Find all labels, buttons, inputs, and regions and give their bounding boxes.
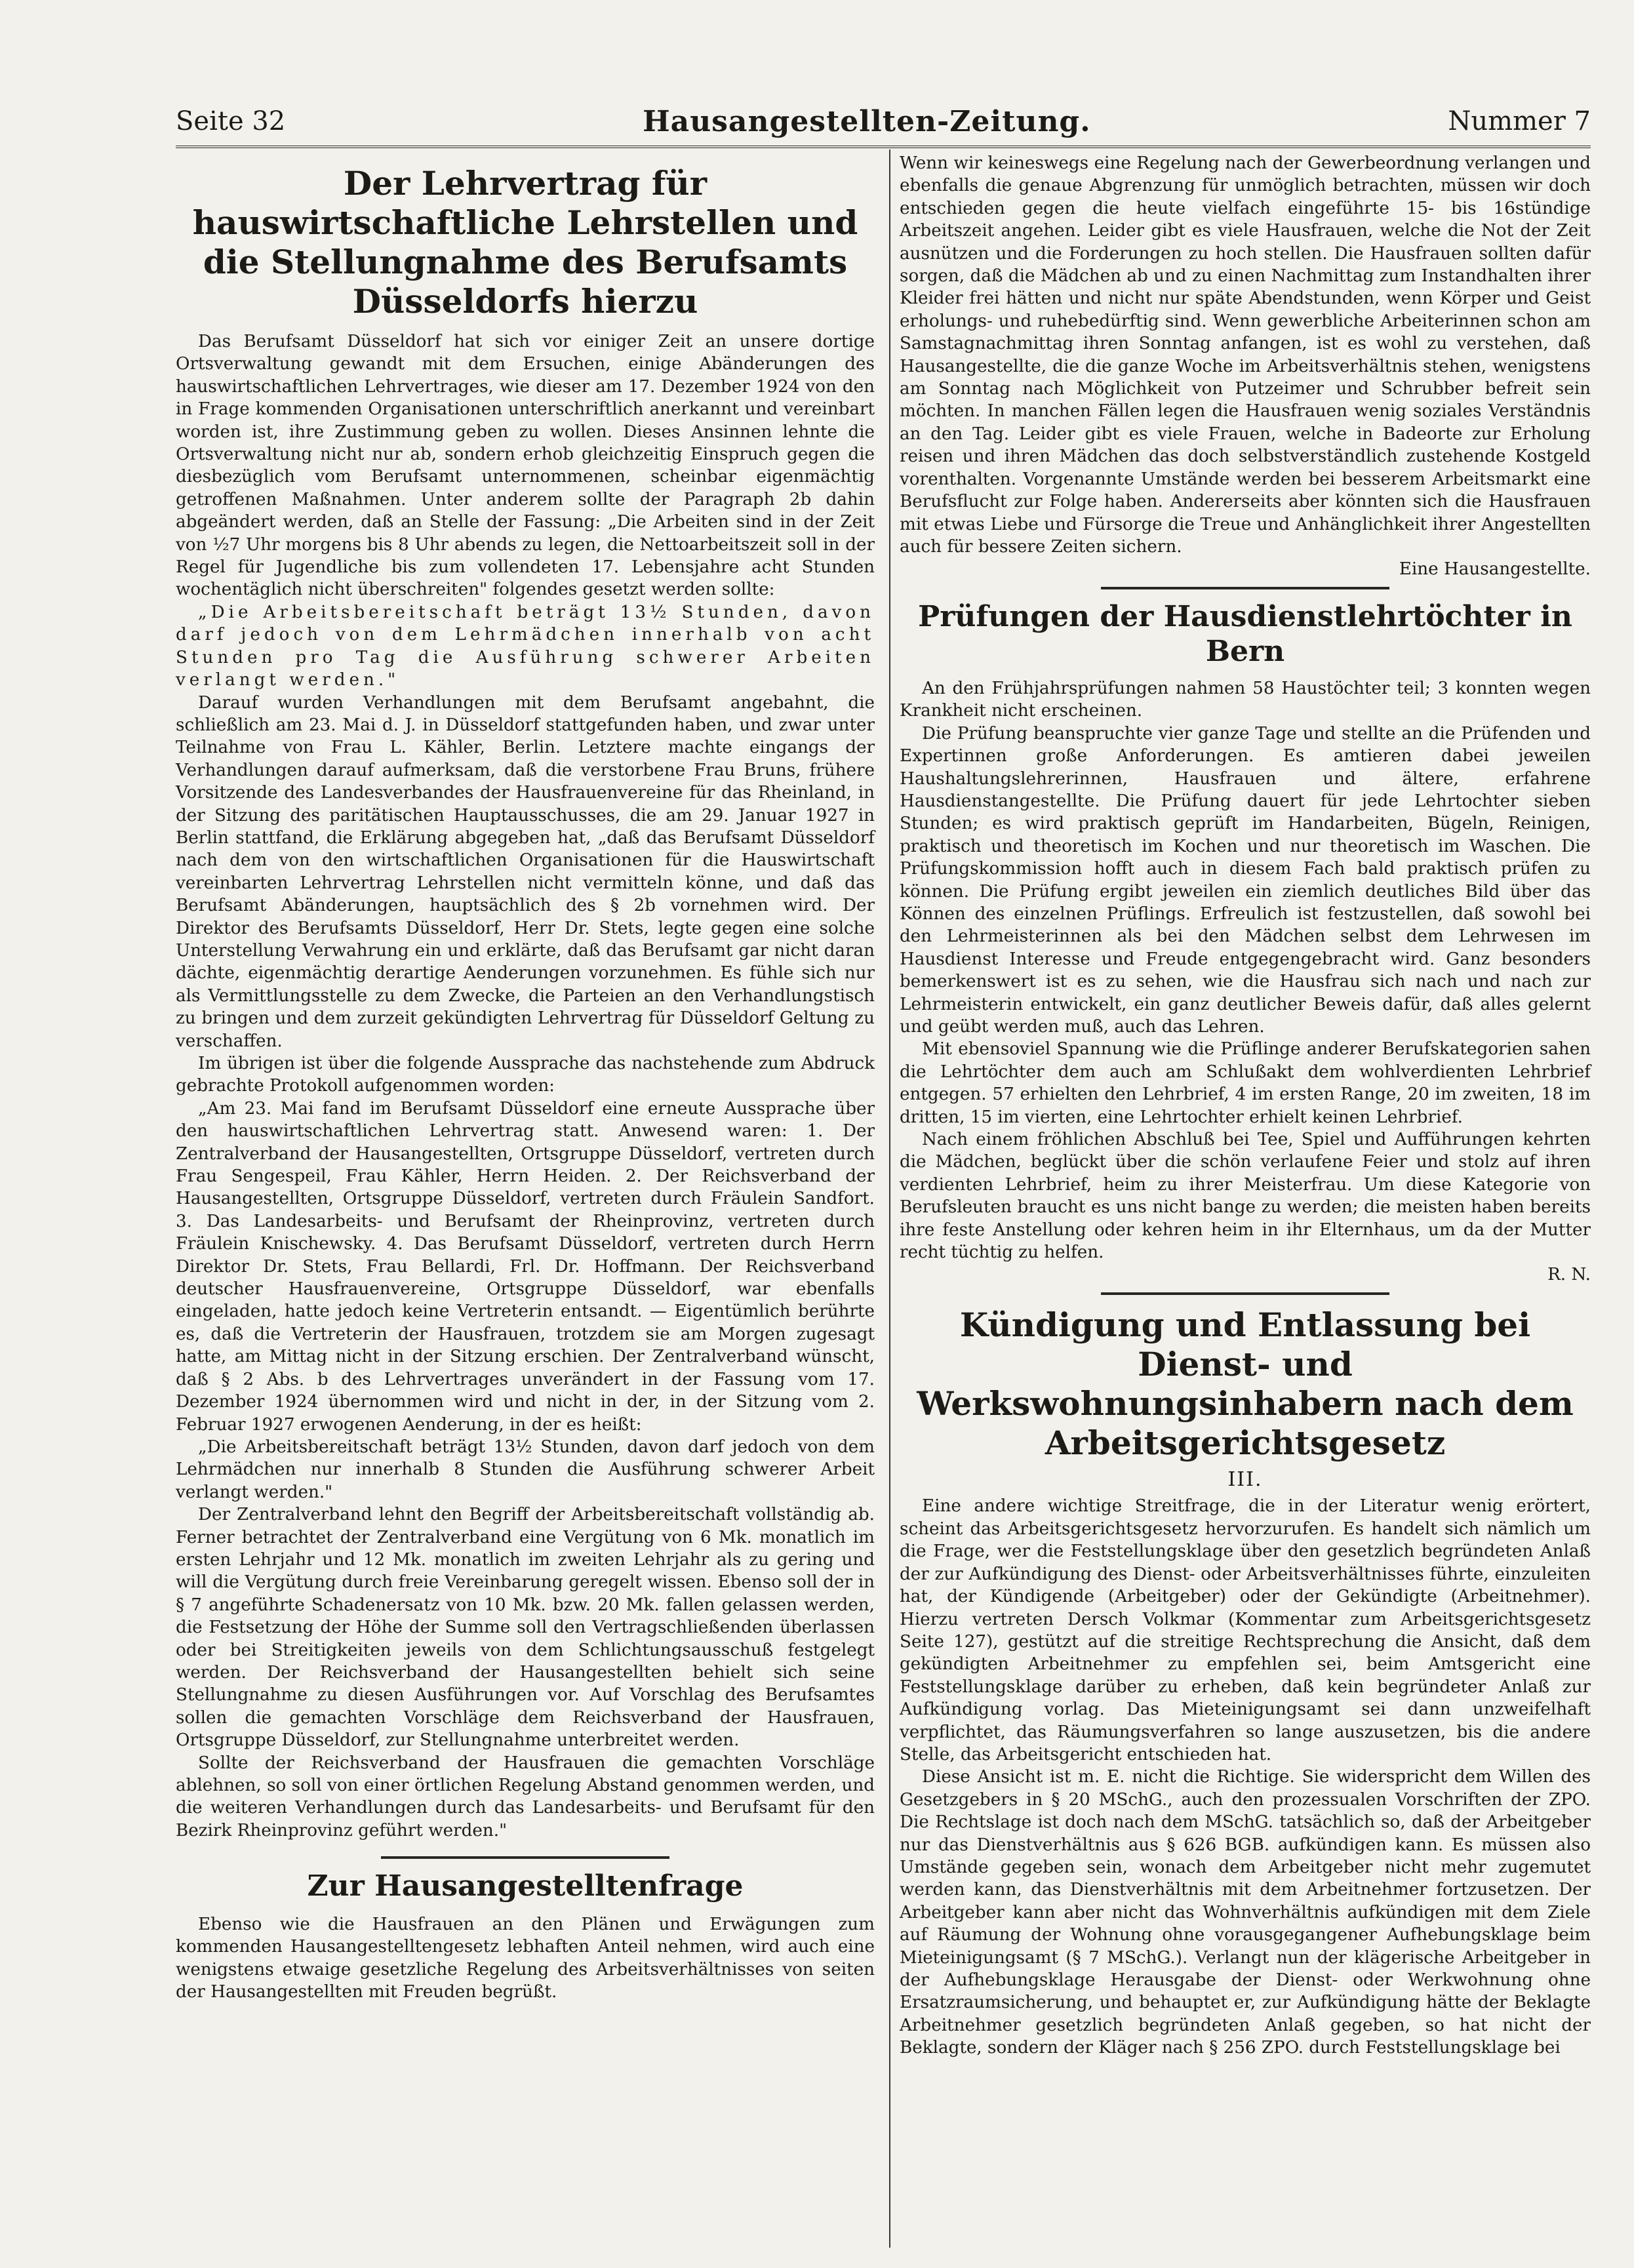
article-paragraph: Nach einem fröhlichen Abschluß bei Tee, Spiel und Aufführungen kehrten die Mädchen, beglückt über die schön verlaufene Feier und stolz auf ihren verdienten Lehrbrief, heim zu ihrer Meisterfrau. Um diese Kategorie von Berufsleuten braucht es uns nicht bange zu werden; die meisten haben bereits ihre feste Anstellung oder kehren heim in ihr Elternhaus, um da der Mutter recht tüchtig zu helfen. — [900, 1130, 1591, 1263]
page-header — [176, 98, 1591, 144]
part-number: III. — [1227, 1468, 1263, 1492]
article-paragraph: „Am 23. Mai fand im Berufsamt Düsseldorf eine erneute Aussprache über den hauswirtschaftlichen Lehrvertrag statt. Anwesend waren: 1. Der Zentralverband der Hausangestellten, Ortsgruppe Düsseldorf, vertreten durch Frau Sengespeil, Frau Kähler, Herrn Heiden. 2. Der Reichsverband der Hausangestellten, Ortsgruppe Düsseldorf, vertreten durch Fräulein Sandfort. 3. Das Landesarbeits- und Berufsamt der Rheinprovinz, vertreten durch Fräulein Knischewsky. 4. Das Berufsamt Düsseldorf, vertreten durch Herrn Direktor Dr. Stets, Frau Bellardi, Frl. Dr. Hoffmann. Der Reichsverband deutscher Hausfrauenvereine, Ortsgruppe Düsseldorf, war ebenfalls eingeladen, hatte jedoch keine Vertreterin entsandt. — Eigentümlich berührte es, daß die Vertreterin der Hausfrauen, trotzdem sie am Morgen zugesagt hatte, am Mittag nicht in der Sitzung erschien. Der Zentralverband wünscht, daß § 2 Abs. b des Lehrvertrages unverändert in der Fassung vom 17. Dezember 1924 übernommen wird und nicht in der, in der Sitzung vom 2. Februar 1927 erwogenen Aenderung, in der es heißt: — [176, 1098, 875, 1435]
article-separator — [1101, 1292, 1389, 1295]
article-paragraph: Sollte der Reichsverband der Hausfrauen die gemachten Vorschläge ablehnen, so soll von einer örtlichen Regelung Abstand genommen werden, und die weiteren Verhandlungen durch das Landesarbeits- und Berufsamt für den Bezirk Rheinprovinz geführt werden." — [176, 1753, 875, 1840]
article-paragraph: Eine andere wichtige Streitfrage, die in der Literatur wenig erörtert, scheint das Arbeitsgerichtsgesetz hervorzurufen. Es handelt sich nämlich um die Frage, wer die Feststellungsklage über den gesetzlich begründeten Anlaß der zur Aufkündigung des Dienst- oder Arbeitsverhältnisses führte, einzuleiten hat, der Kündigende (Arbeitgeber) oder der Gekündigte (Arbeitnehmer). Hierzu vertreten Dersch Volkmar (Kommentar zum Arbeitsgerichtsgesetz Seite 127), gestützt auf die streitige Rechtsprechung die Ansicht, daß dem gekündigten Arbeitnehmer zu empfehlen sei, beim Amtsgericht eine Feststellungsklage darüber zu erheben, daß kein begründeter Anlaß zur Aufkündigung vorlag. Das Mieteinigungsamt sei dann unzweifelhaft verpflichtet, das Räumungsverfahren so lange auszusetzen, bis die andere Stelle, das Arbeitsgericht entschieden hat. — [900, 1496, 1591, 1764]
newspaper-title: Hausangestellten-Zeitung. — [643, 104, 1091, 138]
article-signature: R. N. — [1547, 1265, 1591, 1285]
page-number: Seite 32 — [176, 106, 286, 136]
article-paragraph: Im übrigen ist über die folgende Aussprache das nachstehende zum Abdruck gebrachte Protokoll aufgenommen worden: — [176, 1054, 875, 1096]
left-column — [176, 152, 875, 2004]
column-divider — [889, 149, 890, 2248]
article-paragraph: Diese Ansicht ist m. E. nicht die Richtige. Sie widerspricht dem Willen des Gesetzgebers in § 20 MSchG., auch den prozessualen Vorschriften der ZPO. Die Rechtslage ist doch nach dem MSchG. tatsächlich so, daß der Arbeitgeber nur das Dienstverhältnis aus § 626 BGB. aufkündigen kann. Es müssen also Umstände gegeben sein, wonach dem Arbeitgeber nicht mehr zugemutet werden kann, das Dienstverhältnis mit dem Arbeitnehmer fortzusetzen. Der Arbeitgeber kann aber nicht das Wohnverhältnis aufkündigen mit dem Ziele auf Räumung der Wohnung ohne vorausgegangener Aufhebungsklage beim Mieteinigungsamt (§ 7 MSchG.). Verlangt nun der klägerische Arbeitgeber in der Aufhebungsklage Herausgabe der Dienst- oder Werkwohnung ohne Ersatzraumsicherung, und behauptet er, zur Aufkündigung hätte der Beklagte Arbeitnehmer gesetzlich begründeten Anlaß gegeben, so hat nicht der Beklagte, sondern der Kläger nach § 256 ZPO. durch Feststellungsklage bei — [900, 1767, 1591, 2058]
issue-number: Nummer 7 — [1448, 106, 1591, 136]
article-separator — [1101, 587, 1389, 589]
article-paragraph: An den Frühjahrsprüfungen nahmen 58 Haustöchter teil; 3 konnten wegen Krankheit nicht erscheinen. — [900, 678, 1591, 721]
article-quote: „Die Arbeitsbereitschaft beträgt 13½ Stunden, davon darf jedoch von dem Lehrmädchen innerhalb von acht Stunden pro Tag die Ausführung schwerer Arbeiten verlangt werden." — [176, 602, 875, 690]
article-paragraph: Die Prüfung beanspruchte vier ganze Tage und stellte an die Prüfenden und Expertinnen große Anforderungen. Es amtieren dabei jeweilen Haushaltungslehrerinnen, Hausfrauen und ältere, erfahrene Hausdienstangestellte. Die Prüfung dauert für jede Lehrtochter sieben Stunden; es wird praktisch geprüft im Handarbeiten, Bügeln, Reinigen, praktisch und theoretisch im Kochen und nur theoretisch im Waschen. Die Prüfungskommission hofft auch in diesem Fach bald praktisch prüfen zu können. Die Prüfung ergibt jeweilen ein ziemlich deutliches Bild über das Können des einzelnen Prüflings. Erfreulich ist festzustellen, daß sowohl bei den Lehrmeisterinnen als bei den Mädchen selbst dem Lehrwesen im Hausdienst Interesse und Freude entgegengebracht wird. Ganz besonders bemerkenswert ist es zu sehen, wie die Hausfrau sich nach und nach zur Lehrmeisterin entwickelt, ein ganz deutlicher Beweis dafür, daß alles gelernt und geübt werden muß, auch das Lehren. — [900, 723, 1591, 1037]
article-heading-pruefungen: Prüfungen der Hausdienstlehrtöchter in Bern — [918, 600, 1572, 669]
article-heading-kuendigung: Kündigung und Entlassung bei Dienst- und Werkswohnungsinhabern nach dem Arbeitsgerichtsgesetz — [917, 1305, 1574, 1463]
article-paragraph: Darauf wurden Verhandlungen mit dem Berufsamt angebahnt, die schließlich am 23. Mai d. J. in Düsseldorf stattgefunden haben, und zwar unter Teilnahme von Frau L. Kähler, Berlin. Letztere machte eingangs der Verhandlungen darauf aufmerksam, daß die verstorbene Frau Bruns, frühere Vorsitzende des Landesverbandes der Hausfrauenvereine für das Rheinland, in der Sitzung des paritätischen Hauptausschusses, die am 29. Januar 1927 in Berlin stattfand, die Erklärung abgegeben hat, „daß das Berufsamt Düsseldorf nach dem von den wirtschaftlichen Organisationen für die Hauswirtschaft vereinbarten Lehrvertrag Lehrstellen nicht vermitteln könne, und daß das Berufsamt Abänderungen, hauptsächlich des § 2b vornehmen wird. Der Direktor des Berufsamts Düsseldorf, Herr Dr. Stets, legte gegen eine solche Unterstellung Verwahrung ein und erklärte, daß das Berufsamt gar nicht daran dächte, eigenmächtig derartige Aenderungen vorzunehmen. Es fühle sich nur als Vermittlungsstelle zu dem Zwecke, die Parteien an den Verhandlungstisch zu bringen und dem zurzeit gekündigten Lehrvertrag für Düsseldorf Geltung zu verschaffen. — [176, 692, 875, 1051]
article-quote: „Die Arbeitsbereitschaft beträgt 13½ Stunden, davon darf jedoch von dem Lehrmädchen nur innerhalb 8 Stunden die Ausführung schwerer Arbeit verlangt werden." — [176, 1437, 875, 1502]
article-paragraph: Ebenso wie die Hausfrauen an den Plänen und Erwägungen zum kommenden Hausangestelltengesetz lebhaften Anteil nehmen, wird auch eine wenigstens etwaige gesetzliche Regelung des Arbeitsverhältnisses von seiten der Hausangestellten mit Freuden begrüßt. — [176, 1915, 875, 2002]
article-paragraph: Mit ebensoviel Spannung wie die Prüflinge anderer Berufskategorien sahen die Lehrtöchter dem auch am Schlußakt dem wohlverdienten Lehrbrief entgegen. 57 erhielten den Lehrbrief, 4 im ersten Range, 20 im zweiten, 18 im dritten, 15 im vierten, eine Lehrtochter erhielt keinen Lehrbrief. — [900, 1039, 1591, 1127]
right-column — [900, 152, 1591, 2059]
article-paragraph: Wenn wir keineswegs eine Regelung nach der Gewerbeordnung verlangen und ebenfalls die genaue Abgrenzung für unmöglich betrachten, müssen wir doch entschieden gegen die heute vielfach eingeführte 15- bis 16stündige Arbeitszeit angehen. Leider gibt es viele Hausfrauen, welche die Not der Zeit ausnützen und die Forderungen zu hoch stellen. Die Hausfrauen sollten dafür sorgen, daß die Mädchen ab und zu einen Nachmittag zum Instandhalten ihrer Kleider frei hätten und nicht nur späte Abendstunden, wenn Körper und Geist erholungs- und ruhebedürftig sind. Wenn gewerbliche Arbeiterinnen schon am Samstagnachmittag ihren Sonntag anfangen, ist es wohl zu verstehen, daß Hausangestellte, die die ganze Woche im Arbeitsverhältnis stehen, wenigstens am Sonntag nach Möglichkeit von Putzeimer und Schrubber befreit sein möchten. In manchen Fällen legen die Hausfrauen wenig soziales Verständnis an den Tag. Leider gibt es viele Frauen, welche in Badeorte zur Erholung reisen und ihren Mädchen das doch selbstverständlich zustehende Kostgeld vorenthalten. Vorgenannte Umstände werden bei besserem Arbeitsmarkt eine Berufsflucht zur Folge haben. Andererseits aber könnten sich die Hausfrauen mit etwas Liebe und Fürsorge die Treue und Anhänglichkeit ihrer Angestellten auch für bessere Zeiten sichern. — [900, 153, 1591, 557]
article-paragraph: Der Zentralverband lehnt den Begriff der Arbeitsbereitschaft vollständig ab. Ferner betrachtet der Zentralverband eine Vergütung von 6 Mk. monatlich im ersten Lehrjahr und 12 Mk. monatlich im zweiten Lehrjahr als zu gering und will die Vergütung durch freie Vereinbarung geregelt wissen. Ebenso soll der in § 7 angeführte Schadenersatz von 10 Mk. bzw. 20 Mk. fallen gelassen werden, die Festsetzung der Höhe der Summe soll den Vertragschließenden überlassen oder bei Streitigkeiten jeweils von dem Schlichtungsausschuß festgelegt werden. Der Reichsverband der Hausangestellten behielt sich seine Stellungnahme zu diesen Ausführungen vor. Auf Vorschlag des Berufsamtes sollen die gemachten Vorschläge dem Reichsverband der Hausfrauen, Ortsgruppe Düsseldorf, zur Stellungnahme unterbreitet werden. — [176, 1505, 875, 1751]
article-heading-lehrvertrag: Der Lehrvertrag für hauswirtschaftliche Lehrstellen und die Stellungnahme des Berufsamts Düsseldorfs hierzu — [192, 164, 858, 321]
article-separator — [381, 1856, 669, 1859]
article-heading-hausangestelltenfrage: Zur Hausangestelltenfrage — [307, 1869, 744, 1903]
header-rule — [176, 146, 1591, 148]
article-paragraph: Das Berufsamt Düsseldorf hat sich vor einiger Zeit an unsere dortige Ortsverwaltung gewandt mit dem Ersuchen, einige Abänderungen des hauswirtschaftlichen Lehrvertrages, wie dieser am 17. Dezember 1924 von den in Frage kommenden Organisationen unterschriftlich anerkannt und vereinbart worden ist, ihre Zustimmung geben zu wollen. Dieses Ansinnen lehnte die Ortsverwaltung nicht nur ab, sondern erhob gleichzeitig Einspruch gegen die diesbezüglich vom Berufsamt unternommenen, scheinbar eigenmächtig getroffenen Maßnahmen. Unter anderem sollte der Paragraph 2b dahin abgeändert werden, daß an Stelle der Fassung: „Die Arbeiten sind in der Zeit von ½7 Uhr morgens bis 8 Uhr abends zu legen, die Nettoarbeitszeit soll in der Regel für Jugendliche bis zum vollendeten 17. Lebensjahre acht Stunden wochentäglich nicht überschreiten" folgendes gesetzt werden sollte: — [176, 332, 875, 600]
article-signature: Eine Hausangestellte. — [1399, 559, 1591, 580]
